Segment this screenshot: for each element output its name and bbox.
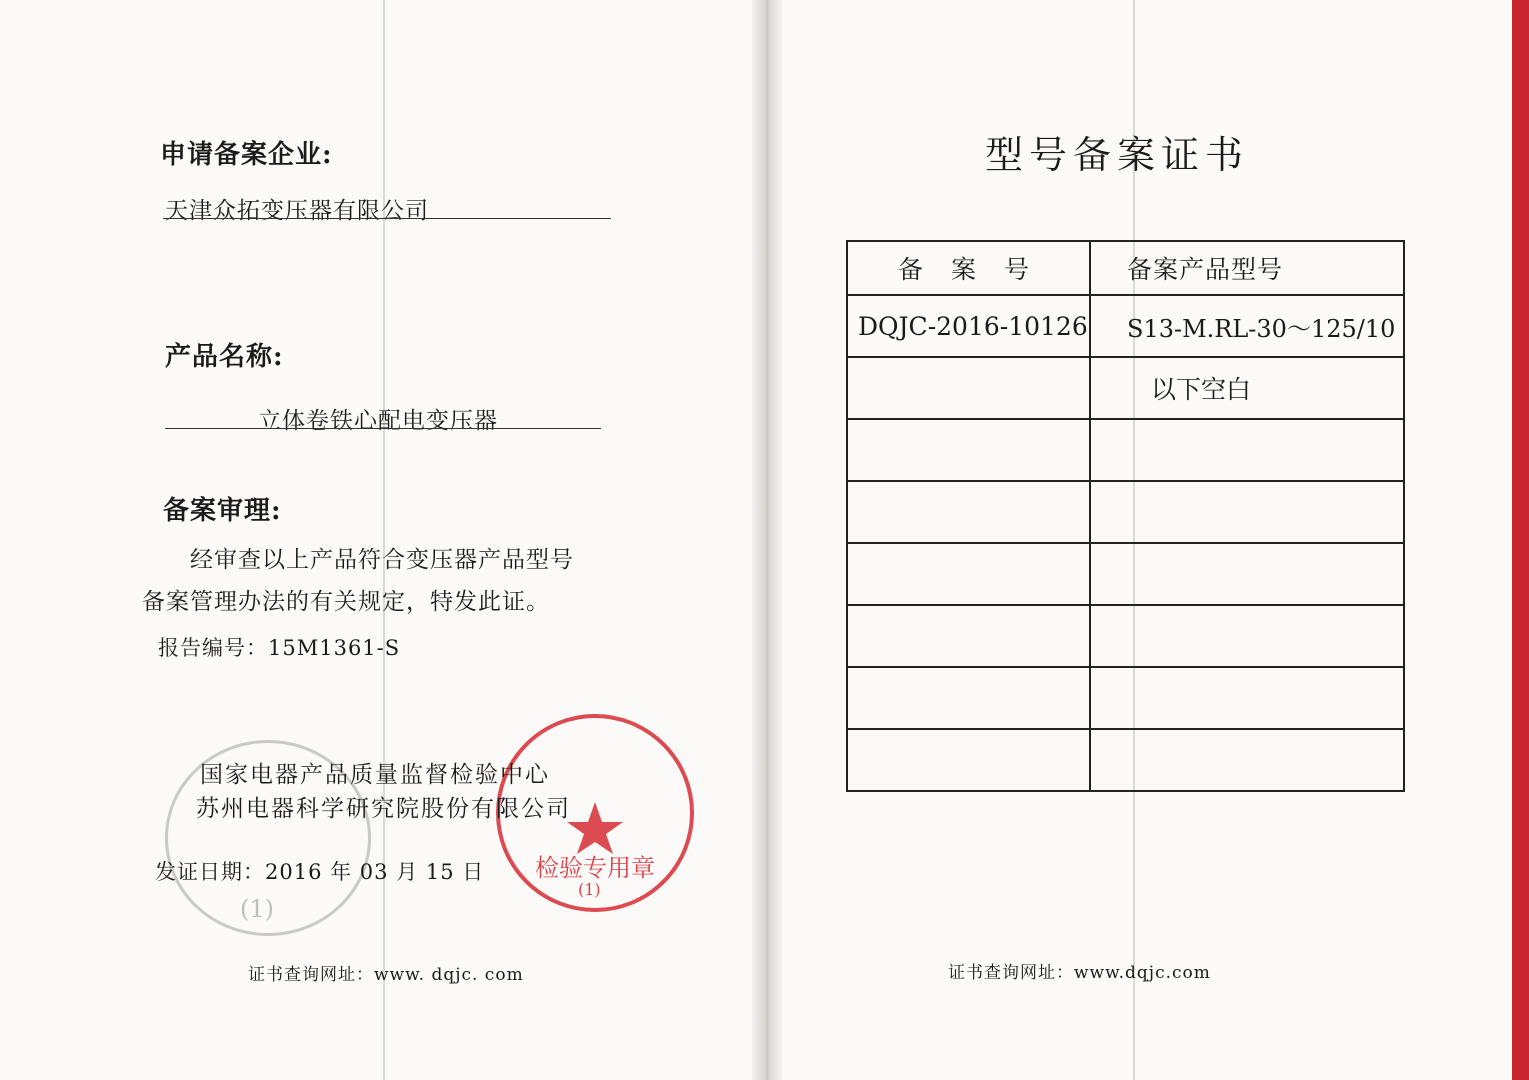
left-query-url: 证书查询网址：www. dqjc. com — [248, 965, 524, 985]
product-underline — [165, 428, 601, 429]
table-row — [847, 729, 1404, 791]
table-cell — [847, 543, 1090, 605]
issue-date: 发证日期：2016 年 03 月 15 日 — [155, 860, 485, 884]
filing-table — [846, 240, 1405, 792]
table-cell — [1090, 419, 1404, 481]
table-cell — [1090, 729, 1404, 791]
table-cell — [1090, 605, 1404, 667]
seal-center-text: 检验专用章 — [535, 854, 655, 882]
table-row — [847, 543, 1404, 605]
table-cell: DQJC-2016-10126 — [847, 295, 1090, 357]
product-name-label: 产品名称: — [165, 342, 284, 372]
header-filing-number: 备 案 号 — [847, 241, 1090, 295]
issuer-line2: 苏州电器科学研究院股份有限公司 — [196, 796, 571, 822]
table-cell — [847, 667, 1090, 729]
table-row — [847, 357, 1404, 419]
table-cell — [847, 357, 1090, 419]
table-header-row — [847, 241, 1404, 295]
applicant-name: 天津众拓变压器有限公司 — [165, 198, 429, 224]
table-row — [847, 667, 1404, 729]
table-cell — [847, 481, 1090, 543]
applicant-label: 申请备案企业: — [160, 140, 333, 170]
table-row — [847, 419, 1404, 481]
right-query-url: 证书查询网址：www.dqjc.com — [948, 963, 1211, 983]
table-cell: S13-M.RL-30～125/10 — [1090, 295, 1404, 357]
table-cell — [1090, 543, 1404, 605]
table-row — [847, 605, 1404, 667]
book-spine — [752, 0, 782, 1080]
seal-number: (1) — [578, 880, 601, 899]
issuer-line1: 国家电器产品质量监督检验中心 — [200, 762, 550, 788]
header-product-model: 备案产品型号 — [1090, 241, 1404, 295]
table-cell: 以下空白 — [1090, 357, 1404, 419]
product-name: 立体卷铁心配电变压器 — [258, 408, 498, 434]
certificate-title: 型号备案证书 — [985, 133, 1250, 177]
report-number: 报告编号：15M1361-S — [158, 636, 401, 660]
faded-seal-number: (1) — [240, 895, 274, 923]
table-cell — [847, 419, 1090, 481]
review-label: 备案审理: — [163, 496, 282, 526]
table-cell — [1090, 667, 1404, 729]
table-cell — [1090, 481, 1404, 543]
review-text-line1: 经审查以上产品符合变压器产品型号 — [190, 547, 574, 573]
applicant-underline — [163, 218, 611, 219]
red-cover-edge — [1512, 0, 1529, 1080]
fold-line-left — [383, 0, 385, 1080]
table-cell — [847, 605, 1090, 667]
table-row — [847, 481, 1404, 543]
table-cell — [847, 729, 1090, 791]
review-text-line2: 备案管理办法的有关规定，特发此证。 — [142, 589, 550, 615]
table-row — [847, 295, 1404, 357]
